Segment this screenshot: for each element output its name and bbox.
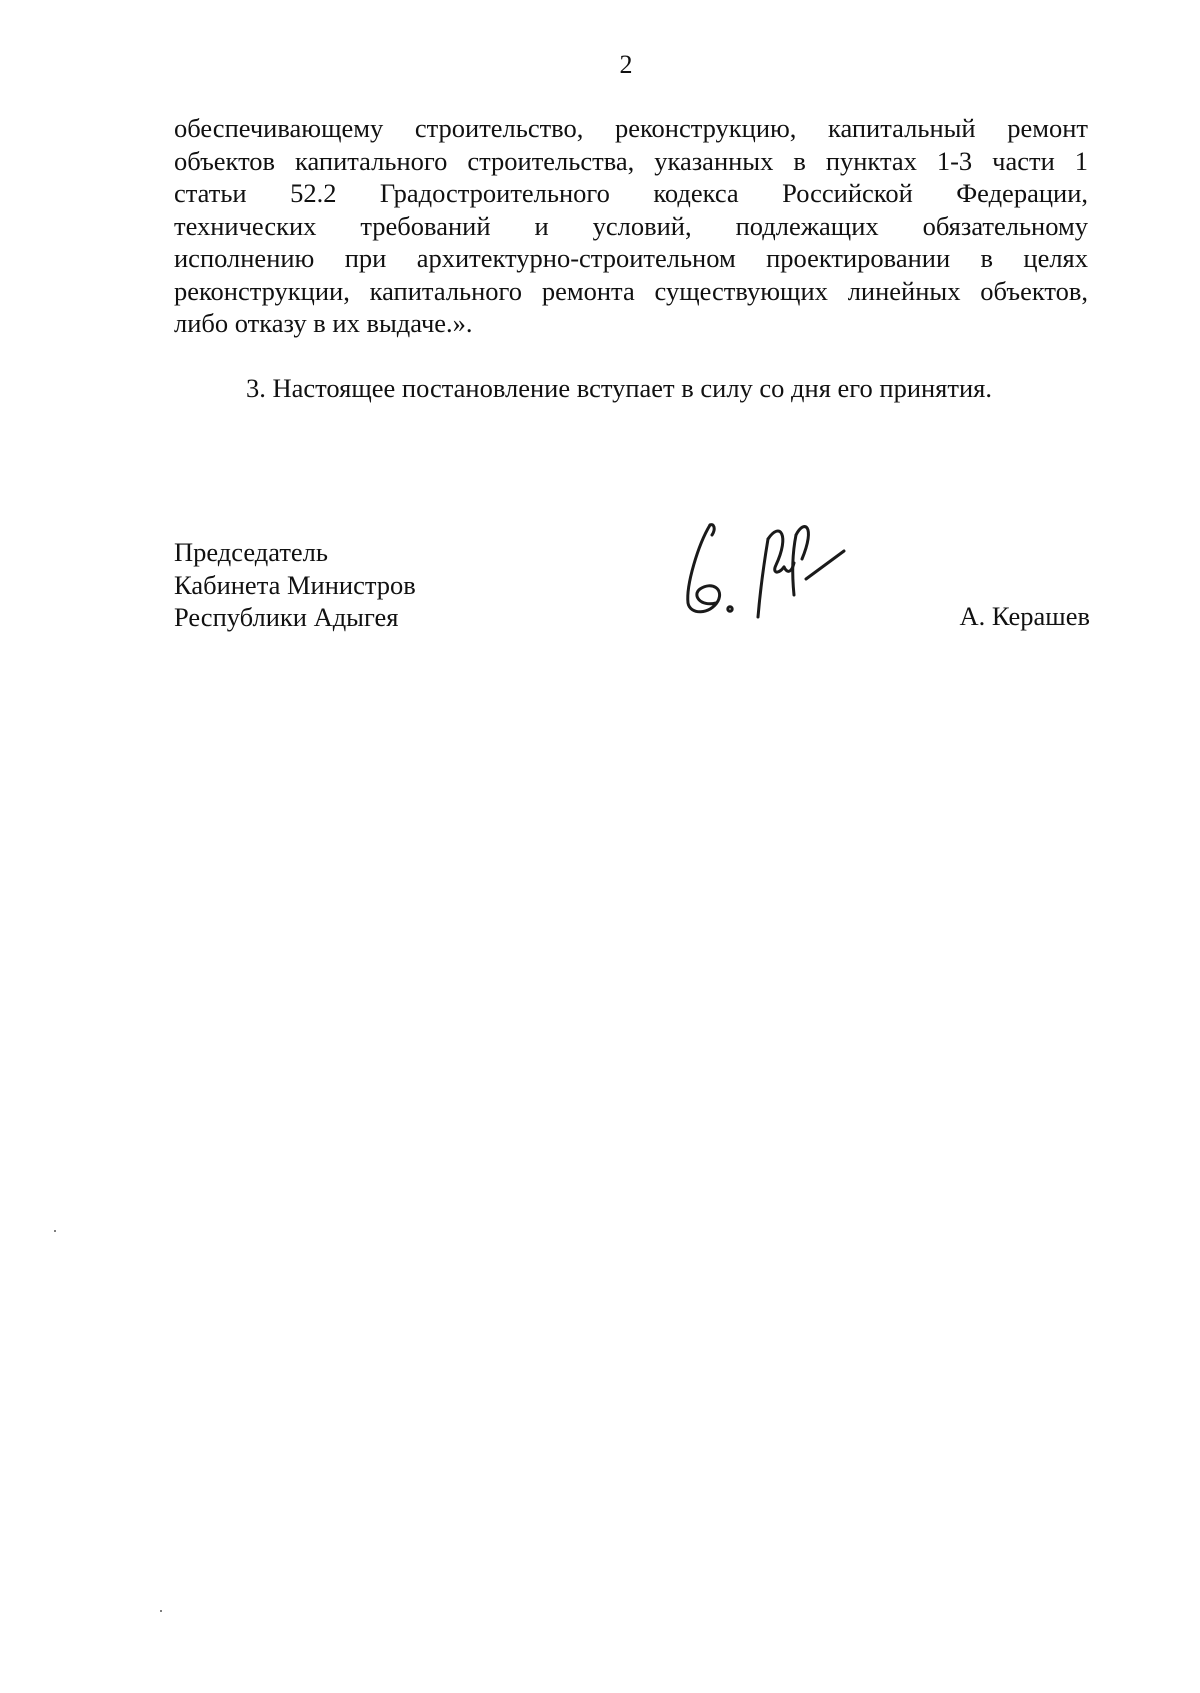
signer-title-line: Республики Адыгея (174, 602, 399, 632)
signer-name: А. Керашев (959, 601, 1090, 631)
signer-title-line: Кабинета Министров (174, 569, 416, 600)
paragraph-line: реконструкции, капитального ремонта существующих линейных объектов, (174, 275, 1088, 306)
paragraph-line: объектов капитального строительства, указанных в пунктах 1-3 части 1 (174, 145, 1088, 176)
page-number: 2 (619, 50, 633, 79)
signer-title-line: Председатель (174, 537, 328, 567)
scan-speck (54, 1230, 56, 1232)
paragraph-3: 3. Настоящее постановление вступает в силу со дня его принятия. (246, 373, 992, 403)
paragraph-line: обеспечивающему строительство, реконструкцию, капитальный ремонт (174, 113, 1088, 143)
paragraph-line: технических требований и условий, подлежащих обязательному (174, 210, 1088, 241)
paragraph-line: исполнению при архитектурно-строительном проектировании в целях (174, 243, 1088, 273)
signer-title (174, 536, 416, 634)
paragraph-line-last: либо отказу в их выдаче.». (174, 308, 473, 338)
paragraph-line: статьи 52.2 Градостроительного кодекса Российской Федерации, (174, 178, 1088, 208)
handwritten-signature (680, 515, 850, 627)
scan-speck (160, 1610, 162, 1612)
paragraph-continuation (174, 112, 1088, 340)
